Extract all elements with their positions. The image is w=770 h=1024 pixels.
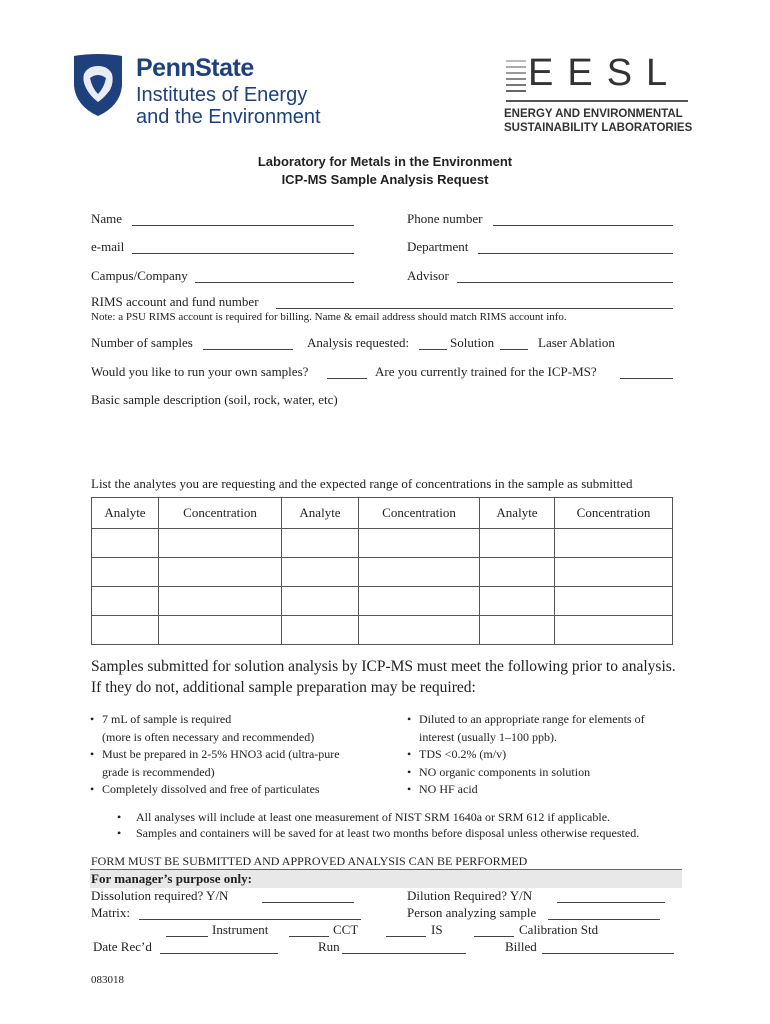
table-header: Concentration [359,498,480,529]
calibration-field[interactable] [474,935,514,937]
email-field[interactable] [132,252,354,254]
list-item: • Samples and containers will be saved for at least two months before disposal unless otherwise requested. [117,826,640,840]
list-item: • Completely dissolved and free of particulates [90,782,320,796]
list-item: • TDS <0.2% (m/v) [407,747,507,761]
analysis-requested-label: Analysis requested: [307,335,410,350]
dilution-label: Dilution Required? Y/N [407,888,533,903]
table-cell[interactable] [359,558,480,587]
analytes-intro: List the analytes you are requesting and the expected range of concentrations in the sample as submitted [91,476,633,491]
table-cell[interactable] [159,529,282,558]
name-field[interactable] [132,224,354,226]
solution-checkbox-line[interactable] [419,348,447,350]
dissolution-label: Dissolution required? Y/N [91,888,229,903]
psu-logo-subtitle-1: Institutes of Energy [136,84,308,106]
cct-field[interactable] [289,935,329,937]
table-cell[interactable] [480,529,555,558]
list-item: • Must be prepared in 2-5% HNO3 acid (ultra-pure [90,747,340,761]
run-own-label: Would you like to run your own samples? [91,364,309,379]
phone-label: Phone number [407,211,483,226]
penn-state-shield-icon [70,52,126,118]
eesl-subtitle-2: SUSTAINABILITY LABORATORIES [504,122,693,134]
list-item: • All analyses will include at least one measurement of NIST SRM 1640a or SRM 612 if applicable. [117,810,611,824]
matrix-field[interactable] [139,918,361,920]
name-label: Name [91,211,123,226]
table-cell[interactable] [555,587,673,616]
is-field[interactable] [386,935,426,937]
analyte-table [91,497,673,645]
form-notice: FORM MUST BE SUBMITTED AND APPROVED ANALYSIS CAN BE PERFORMED [91,854,528,868]
table-cell[interactable] [282,616,359,645]
eesl-logo-text: EESL [528,52,682,94]
table-cell[interactable] [282,587,359,616]
rims-note: Note: a PSU RIMS account is required for billing. Name & email address should match RIMS account info. [91,311,567,323]
rims-label: RIMS account and fund number [91,294,259,309]
table-cell[interactable] [282,558,359,587]
table-cell[interactable] [92,587,159,616]
table-cell[interactable] [92,616,159,645]
run-field[interactable] [342,952,466,954]
run-label: Run [318,939,340,954]
dissolution-field[interactable] [262,901,354,903]
eesl-bars-icon [506,60,528,96]
manager-heading: For manager’s purpose only: [91,871,252,886]
dilution-field[interactable] [557,901,665,903]
table-header: Analyte [480,498,555,529]
psu-logo-name: PennState [136,54,254,82]
table-header: Analyte [92,498,159,529]
list-item: • NO HF acid [407,782,478,796]
table-cell[interactable] [359,587,480,616]
form-title-line-2: ICP-MS Sample Analysis Request [281,172,489,187]
instrument-field[interactable] [166,935,208,937]
list-item: • NO organic components in solution [407,764,591,779]
cct-label: CCT [333,922,359,937]
list-item: • Diluted to an appropriate range for elements of [407,712,645,726]
table-cell[interactable] [359,529,480,558]
trained-label: Are you currently trained for the ICP-MS? [375,364,597,379]
billed-field[interactable] [542,952,674,954]
description-label: Basic sample description (soil, rock, water, etc) [91,392,338,407]
is-label: IS [431,922,443,937]
num-samples-label: Number of samples [91,335,193,350]
instrument-label: Instrument [212,922,269,937]
list-item: interest (usually 1–100 ppb). [419,729,557,744]
calibration-label: Calibration Std [519,922,599,937]
email-label: e-mail [91,239,125,254]
list-item: grade is recommended) [102,764,215,779]
table-header: Concentration [159,498,282,529]
billed-label: Billed [505,939,537,954]
num-samples-field[interactable] [203,348,293,350]
person-label: Person analyzing sample [407,905,537,920]
list-item: (more is often necessary and recommended) [102,729,315,744]
eesl-subtitle-1: ENERGY AND ENVIRONMENTAL [504,108,683,120]
requirements-heading: Samples submitted for solution analysis by ICP-MS must meet the following prior to analysis. If they do not, additional sample preparation may be required: [91,658,676,696]
table-row [92,558,673,587]
table-cell[interactable] [480,587,555,616]
laser-checkbox-line[interactable] [500,348,528,350]
table-cell[interactable] [159,616,282,645]
table-cell[interactable] [92,558,159,587]
requirements-right-list [407,711,687,799]
campus-label: Campus/Company [91,268,188,283]
list-item: • 7 mL of sample is required [90,712,232,726]
table-cell[interactable] [555,616,673,645]
requirements-left-list [90,711,390,799]
table-cell[interactable] [480,558,555,587]
advisor-label: Advisor [407,268,449,283]
table-cell[interactable] [555,558,673,587]
table-header: Concentration [555,498,673,529]
table-row [92,616,673,645]
table-cell[interactable] [92,529,159,558]
person-field[interactable] [548,918,660,920]
table-header: Analyte [282,498,359,529]
requirements-notes [117,809,687,841]
eesl-logo-rule [506,100,688,102]
psu-logo-subtitle-2: and the Environment [136,106,321,128]
table-row [92,529,673,558]
table-row [92,587,673,616]
rims-field[interactable] [276,307,673,309]
form-code: 083018 [91,974,124,986]
trained-field[interactable] [620,377,673,379]
department-field[interactable] [478,252,673,254]
date-field[interactable] [160,952,278,954]
matrix-label: Matrix: [91,905,130,920]
date-label: Date Rec’d [93,939,152,954]
table-cell[interactable] [480,616,555,645]
solution-label: Solution [450,335,495,350]
campus-field[interactable] [195,281,354,283]
run-own-field[interactable] [327,377,367,379]
table-cell[interactable] [282,529,359,558]
advisor-field[interactable] [457,281,673,283]
phone-field[interactable] [493,224,673,226]
table-cell[interactable] [359,616,480,645]
table-cell[interactable] [159,587,282,616]
table-cell[interactable] [555,529,673,558]
table-cell[interactable] [159,558,282,587]
form-title-line-1: Laboratory for Metals in the Environment [257,154,513,169]
laser-label: Laser Ablation [538,335,615,350]
department-label: Department [407,239,469,254]
